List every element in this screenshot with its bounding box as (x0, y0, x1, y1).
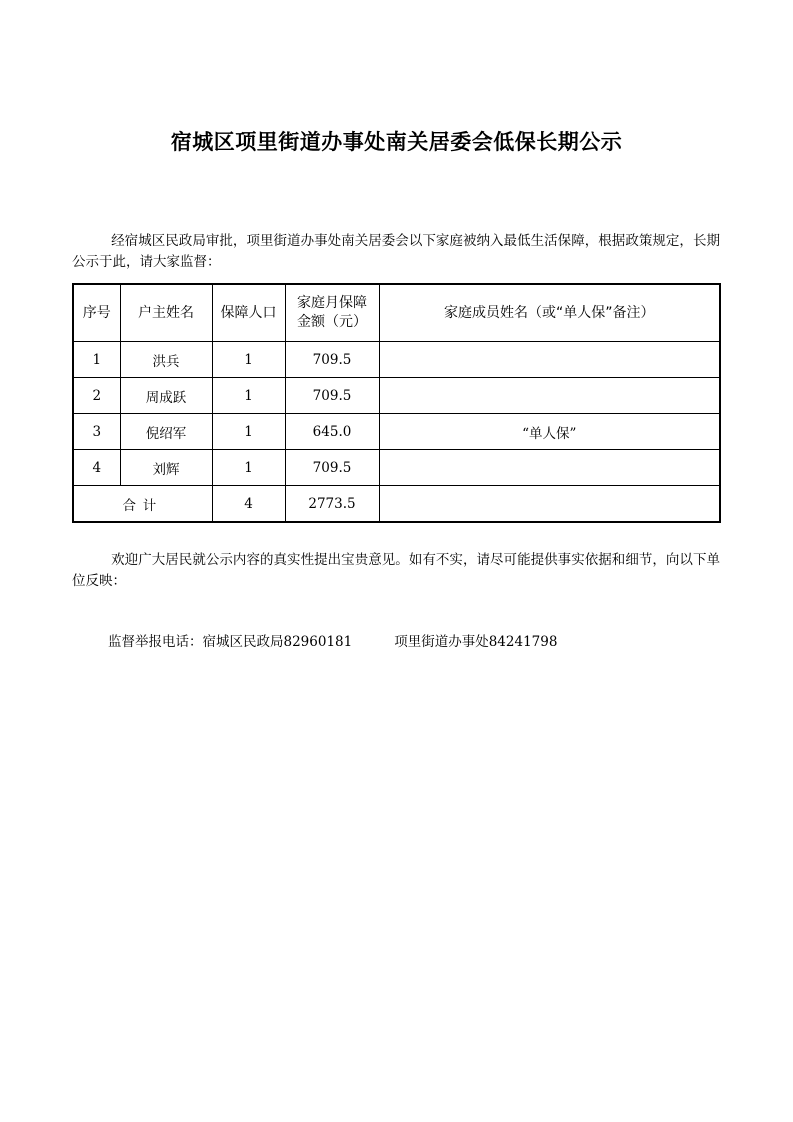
table-row (73, 450, 720, 486)
cell-amount: 645.0 (285, 414, 379, 450)
total-population: 4 (212, 486, 285, 523)
page-title: 宿城区项里街道办事处南关居委会低保长期公示 (170, 129, 623, 154)
table-row (73, 342, 720, 378)
cell-seq: 3 (73, 414, 120, 450)
cell-seq: 1 (73, 342, 120, 378)
header-population: 保障人口 (212, 284, 285, 342)
cell-members: “单人保” (379, 414, 720, 450)
cell-population: 1 (212, 342, 285, 378)
cell-seq: 4 (73, 450, 120, 486)
header-members: 家庭成员姓名（或“单人保”备注） (379, 284, 720, 342)
hotline-contact-street-office: 项里街道办事处84241798 (394, 634, 558, 650)
cell-amount: 709.5 (285, 450, 379, 486)
header-seq: 序号 (73, 284, 120, 342)
table-row (73, 414, 720, 450)
table-total-row (73, 486, 720, 523)
total-members (379, 486, 720, 523)
cell-members (379, 342, 720, 378)
cell-seq: 2 (73, 378, 120, 414)
cell-head-name: 洪兵 (120, 342, 212, 378)
total-amount: 2773.5 (285, 486, 379, 523)
subsistence-allowance-table (72, 283, 721, 523)
cell-population: 1 (212, 414, 285, 450)
cell-population: 1 (212, 450, 285, 486)
header-amount-line2: 金额（元） (297, 314, 367, 330)
hotline-line (108, 630, 557, 650)
cell-members (379, 378, 720, 414)
table-header-row (73, 284, 720, 342)
hotline-label: 监督举报电话： (108, 634, 203, 650)
cell-head-name: 倪绍军 (120, 414, 212, 450)
cell-head-name: 刘辉 (120, 450, 212, 486)
cell-members (379, 450, 720, 486)
header-amount (285, 284, 379, 342)
header-amount-line1: 家庭月保障 (297, 295, 367, 311)
cell-amount: 709.5 (285, 378, 379, 414)
cell-head-name: 周成跃 (120, 378, 212, 414)
total-label: 合计 (73, 486, 212, 523)
cell-amount: 709.5 (285, 342, 379, 378)
intro-paragraph: 经宿城区民政局审批，项里街道办事处南关居委会以下家庭被纳入最低生活保障，根据政策规定，长期公示于此，请大家监督： (72, 233, 720, 270)
cell-population: 1 (212, 378, 285, 414)
closing-paragraph: 欢迎广大居民就公示内容的真实性提出宝贵意见。如有不实，请尽可能提供事实依据和细节，向以下单位反映： (72, 552, 720, 589)
table-row (73, 378, 720, 414)
hotline-contact-civil-affairs: 宿城区民政局82960181 (202, 634, 353, 650)
header-head-name: 户主姓名 (120, 284, 212, 342)
